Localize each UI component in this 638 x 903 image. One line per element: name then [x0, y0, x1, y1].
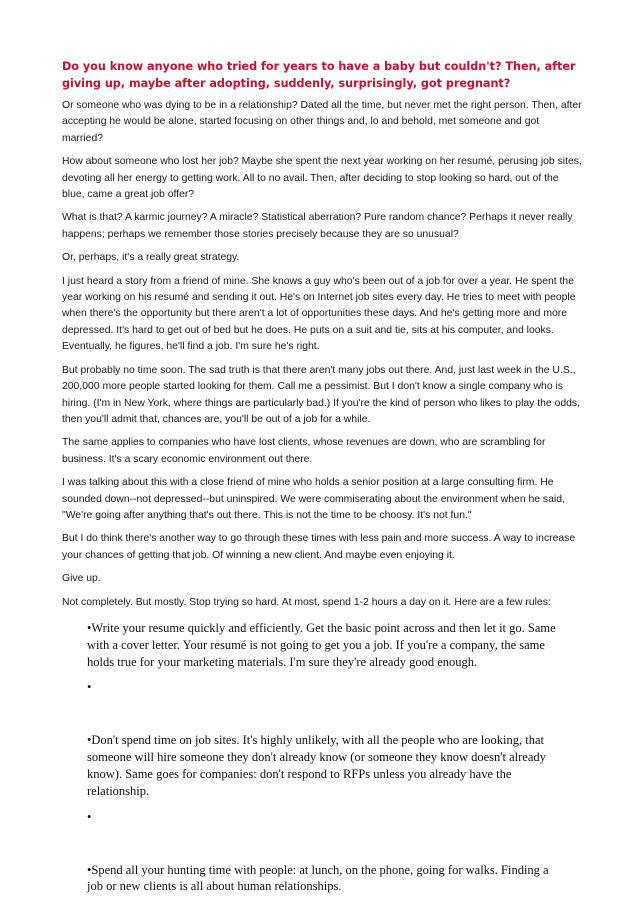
paragraph: What is that? A karmic journey? A miracle? Statistical aberration? Pure random chance? Perhaps it never really happens; perhaps we remember those stories precisely because they are so unusual? [62, 212, 573, 240]
empty-bullet: • [87, 680, 92, 695]
article-title: Do you know anyone who tried for years to have a baby but couldn't? Then, after giving up, maybe after adopting, suddenly, surprisingly, got pregnant? [62, 60, 576, 90]
paragraph: I was talking about this with a close friend of mine who holds a senior position at a large consulting firm. He sounded down--not depressed--but uninspired. We were commiserating about the environment when he said, "We're going after anything that's out there. This is not the time to be choosy. It's not fun." [62, 477, 565, 521]
rules-list [87, 620, 563, 895]
paragraph: But I do think there's another way to go through these times with less pain and more success. A way to increase your chances of getting that job. Of winning a new client. And maybe even enjoying it. [62, 533, 576, 561]
document-page [62, 58, 582, 895]
paragraph: Or, perhaps, it's a really great strategy. [62, 252, 240, 264]
list-item: •Don't spend time on job sites. It's highly unlikely, with all the people who are looking, that someone will hire someone they don't already know (or someone they know doesn't already know). Same goes for companies: don't respond to RFPs unless you already have the relationship. [87, 733, 546, 798]
spacer [87, 826, 563, 862]
spacer [87, 696, 563, 732]
paragraph: Not completely. But mostly. Stop trying so hard. At most, spend 1-2 hours a day on it. Here are a few rules: [62, 596, 551, 608]
paragraph: But probably no time soon. The sad truth is that there aren't many jobs out there. And, just last week in the U.S., 200,000 more people started looking for them. Call me a pessimist. But I don't know a single company who is hiring. (I'm in New York, where things are particularly bad.) If you're the kind of person who likes to play the odds, then you'll admit that, chances are, you'll be out of a job for a while. [62, 364, 580, 425]
list-item: •Write your resume quickly and efficiently. Get the basic point across and then let it go. Same with a cover letter. Your resumé is not going to get you a job. If you're a company, the same holds true for your marketing materials. I'm sure they're already good enough. [87, 620, 556, 669]
paragraph: I just heard a story from a friend of mine. She knows a guy who's been out of a job for over a year. He spent the year working on his resumé and sending it out. He's on Internet job sites every day. He tries to meet with people when there's the opportunity but there aren't a lot of opportunities these days. And he's getting more and more depressed. It's hard to get out of bed but he does. He puts on a suit and tie, sits at his computer, and looks. Eventually, he figures, he'll find a job. I'm sure he's right. [62, 275, 576, 353]
paragraph: Or someone who was dying to be in a relationship? Dated all the time, but never met the right person. Then, after accepting he would be alone, started focusing on other things and, lo and behold, met someone and got married? [62, 100, 582, 144]
paragraph: How about someone who lost her job? Maybe she spent the next year working on her resumé, perusing job sites, devoting all her energy to getting work. All to no avail. Then, after deciding to stop looking so hard, out of the blue, came a great job offer? [62, 156, 582, 201]
empty-bullet: • [87, 809, 92, 824]
paragraph: Give up. [62, 573, 101, 585]
paragraph: The same applies to companies who have lost clients, whose revenues are down, who are scrambling for business. It's a scary economic environment out there. [62, 437, 546, 465]
list-item: •Spend all your hunting time with people: at lunch, on the phone, going for walks. Finding a job or new clients is all about human relationships. [87, 862, 549, 894]
